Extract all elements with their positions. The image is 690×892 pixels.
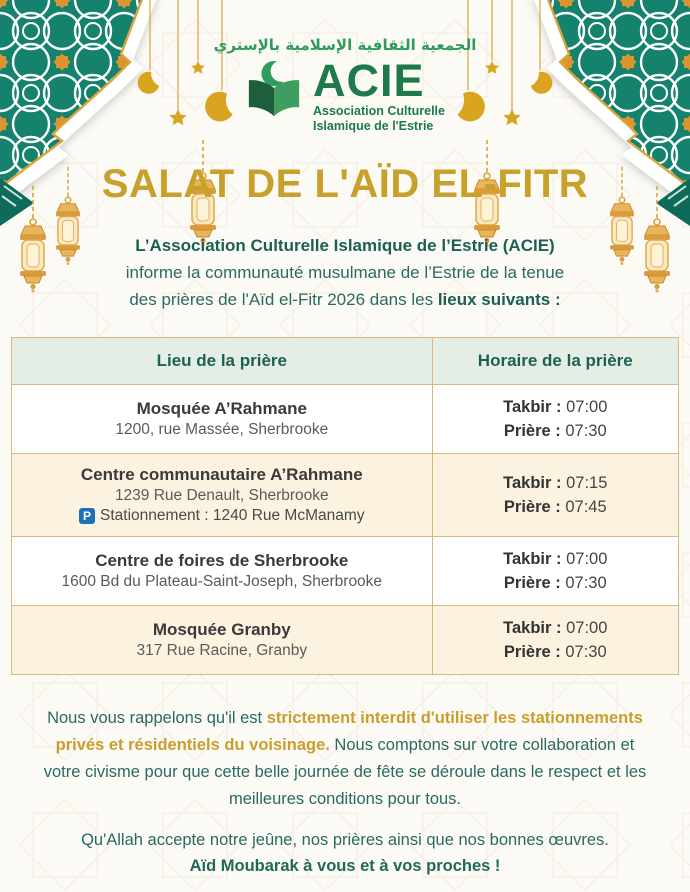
closing-blessing <box>35 827 655 879</box>
table-row-times <box>432 537 678 606</box>
notice-bold-gold: strictement interdit d'utiliser les stationnements privés et résidentiels du voisinage. <box>55 709 643 754</box>
takbir-label: Takbir : <box>503 619 562 637</box>
table-header-location: Lieu de la prière <box>12 338 432 385</box>
logo-acronym: ACIE <box>313 55 425 106</box>
priere-time: 07:30 <box>565 422 607 440</box>
priere-time: 07:30 <box>565 574 607 592</box>
takbir-label: Takbir : <box>503 550 562 568</box>
acie-logo <box>0 0 690 134</box>
venue-address: 1600 Bd du Plateau-Saint-Joseph, Sherbrooke <box>61 573 383 590</box>
priere-time: 07:30 <box>565 643 607 661</box>
priere-label: Prière : <box>503 643 561 661</box>
table-header-time: Horaire de la prière <box>432 338 678 385</box>
venue-address: 1239 Rue Denault, Sherbrooke <box>114 487 329 504</box>
parking-icon: P <box>79 508 95 524</box>
takbir-label: Takbir : <box>503 398 562 416</box>
priere-label: Prière : <box>503 574 561 592</box>
logo-subtitle-line2: Islamique de l'Estrie <box>313 119 434 133</box>
priere-time: 07:45 <box>565 498 607 516</box>
arabic-association-name: الجمعية الثقافية الإسلامية بالإستري <box>213 36 477 54</box>
intro-line3-prefix: des prières de l'Aïd el-Fitr 2026 dans les <box>129 290 438 309</box>
takbir-time: 07:00 <box>566 550 608 568</box>
takbir-label: Takbir : <box>503 474 562 492</box>
takbir-time: 07:00 <box>566 619 608 637</box>
table-row-location <box>12 537 432 606</box>
table-row-times <box>432 385 678 454</box>
table-row-location <box>12 385 432 454</box>
table-row-location <box>12 606 432 674</box>
priere-label: Prière : <box>503 422 561 440</box>
parking-text: Stationnement : 1240 Rue McManamy <box>100 507 365 524</box>
venue-address: 317 Rue Racine, Granby <box>136 642 308 659</box>
logo-subtitle-line1: Association Culturelle <box>313 104 445 118</box>
crescent-book-logo-icon <box>245 58 303 120</box>
venue-name: Mosquée Granby <box>152 620 291 639</box>
table-row-times <box>432 454 678 537</box>
closing-line1: Qu'Allah accepte notre jeûne, nos prières ainsi que nos bonnes œuvres. <box>81 831 609 849</box>
intro-association-bold: L’Association Culturelle Islamique de l’Estrie (ACIE) <box>135 236 555 255</box>
intro-line2: informe la communauté musulmane de l’Estrie de la tenue <box>125 263 565 282</box>
prayer-schedule-table <box>11 337 679 675</box>
notice-part1: Nous vous rappelons qu'il est <box>47 709 267 727</box>
venue-name: Centre communautaire A’Rahmane <box>80 465 363 484</box>
takbir-time: 07:15 <box>566 474 608 492</box>
venue-name: Centre de foires de Sherbrooke <box>95 551 349 570</box>
takbir-time: 07:00 <box>566 398 608 416</box>
closing-line2-bold: Aïd Moubarak à vous et à vos proches ! <box>189 857 501 875</box>
intro-paragraph <box>65 232 625 313</box>
venue-address: 1200, rue Massée, Sherbrooke <box>115 421 329 438</box>
intro-line3-bold: lieux suivants : <box>437 290 561 309</box>
table-row-times <box>432 606 678 674</box>
parking-warning-paragraph <box>39 705 651 813</box>
page-title: SALAT DE L'AÏD EL-FITR <box>101 162 589 206</box>
table-row-location <box>12 454 432 537</box>
priere-label: Prière : <box>503 498 561 516</box>
notice-part2: Nous comptons sur votre collaboration et votre civisme pour que cette belle journée de fête se déroule dans le respect et les meilleures conditions pour tous. <box>43 736 647 808</box>
venue-name: Mosquée A’Rahmane <box>136 399 307 418</box>
parking-note <box>20 506 424 526</box>
